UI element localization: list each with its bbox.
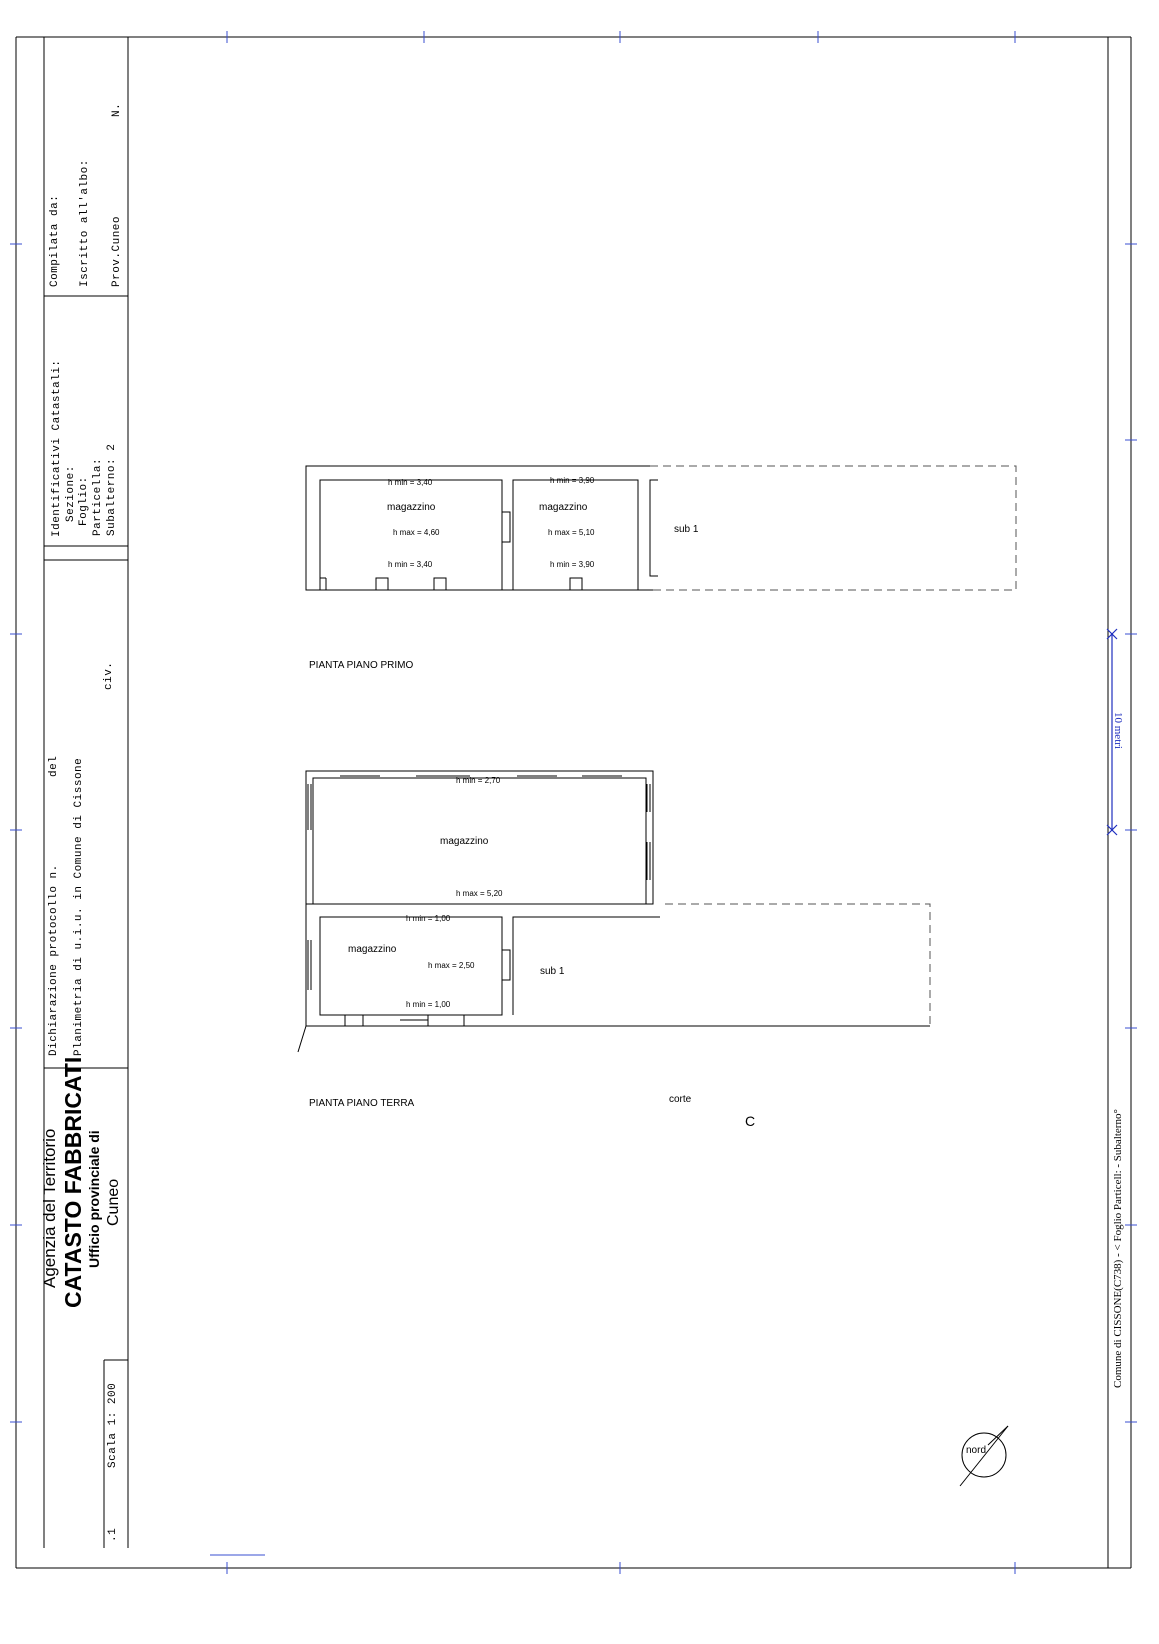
room-hmax: h max = 5,10 — [548, 528, 595, 537]
foglio-field: Foglio: — [78, 476, 90, 526]
declaration-line: Dichiarazione protocollo n. — [48, 864, 60, 1056]
sub-label: sub 1 — [674, 524, 699, 535]
room-hmin-top: h min = 3,90 — [550, 476, 595, 485]
room-hmin-top: h min = 3,40 — [388, 478, 433, 487]
plan-title-primo: PIANTA PIANO PRIMO — [309, 660, 414, 671]
room-hmin-bottom: h min = 1,00 — [406, 1000, 451, 1009]
scale-bar-label: 10 metri — [1112, 712, 1124, 749]
sub-label: sub 1 — [540, 966, 565, 977]
comune-side-text: Comune di CISSONE(C738) - < Foglio Particell: - Subalterno° — [1112, 1109, 1124, 1388]
north-label: nord — [966, 1445, 987, 1456]
number-field: N. — [111, 102, 123, 117]
room-hmin-bottom: h min = 3,90 — [550, 560, 595, 569]
room-name: magazzino — [387, 502, 436, 513]
room-name: magazzino — [440, 836, 489, 847]
office-label: Ufficio provinciale di — [86, 1130, 102, 1268]
prov-field: Prov.Cuneo — [111, 215, 123, 287]
scale-label: Scala 1: 200 — [107, 1382, 119, 1468]
planimetry-line: Planimetria di u.i.u. in Comune di Cissone — [73, 757, 85, 1056]
section-marker: C — [745, 1113, 756, 1129]
catasto-title: CATASTO FABBRICATI — [60, 1056, 86, 1308]
room-hmin: h min = 2,70 — [456, 776, 501, 785]
room-hmax: h max = 4,60 — [393, 528, 440, 537]
north-arrow — [960, 1426, 1008, 1486]
province-label: Cuneo — [105, 1178, 122, 1226]
sezione-field: Sezione: — [65, 465, 77, 522]
room-hmax: h max = 2,50 — [428, 961, 475, 970]
agency-name: Agenzia del Territorio — [40, 1128, 59, 1288]
room-name: magazzino — [348, 944, 397, 955]
albo-field: Iscritto all'albo: — [79, 159, 91, 287]
room-name: magazzino — [539, 502, 588, 513]
particella-field: Particella: — [92, 457, 104, 536]
subalterno-field: Subalterno: 2 — [106, 443, 118, 536]
corte-label: corte — [669, 1094, 692, 1105]
plan-title-terra: PIANTA PIANO TERRA — [309, 1098, 415, 1109]
room-hmin-bottom: h min = 3,40 — [388, 560, 433, 569]
sheet-index: .1 — [107, 1527, 119, 1542]
plan-piano-terra — [298, 771, 930, 1052]
identifiers-heading: Identificativi Catastali: — [51, 359, 63, 537]
compiled-by: Compilata da: — [49, 194, 61, 287]
room-hmin-top: h min = 1,00 — [406, 914, 451, 923]
declaration-del: del — [48, 755, 60, 777]
civ-label: civ. — [103, 661, 115, 690]
room-hmax: h max = 5,20 — [456, 889, 503, 898]
registration-ticks — [10, 31, 1137, 1574]
sheet-frame — [16, 37, 1131, 1568]
